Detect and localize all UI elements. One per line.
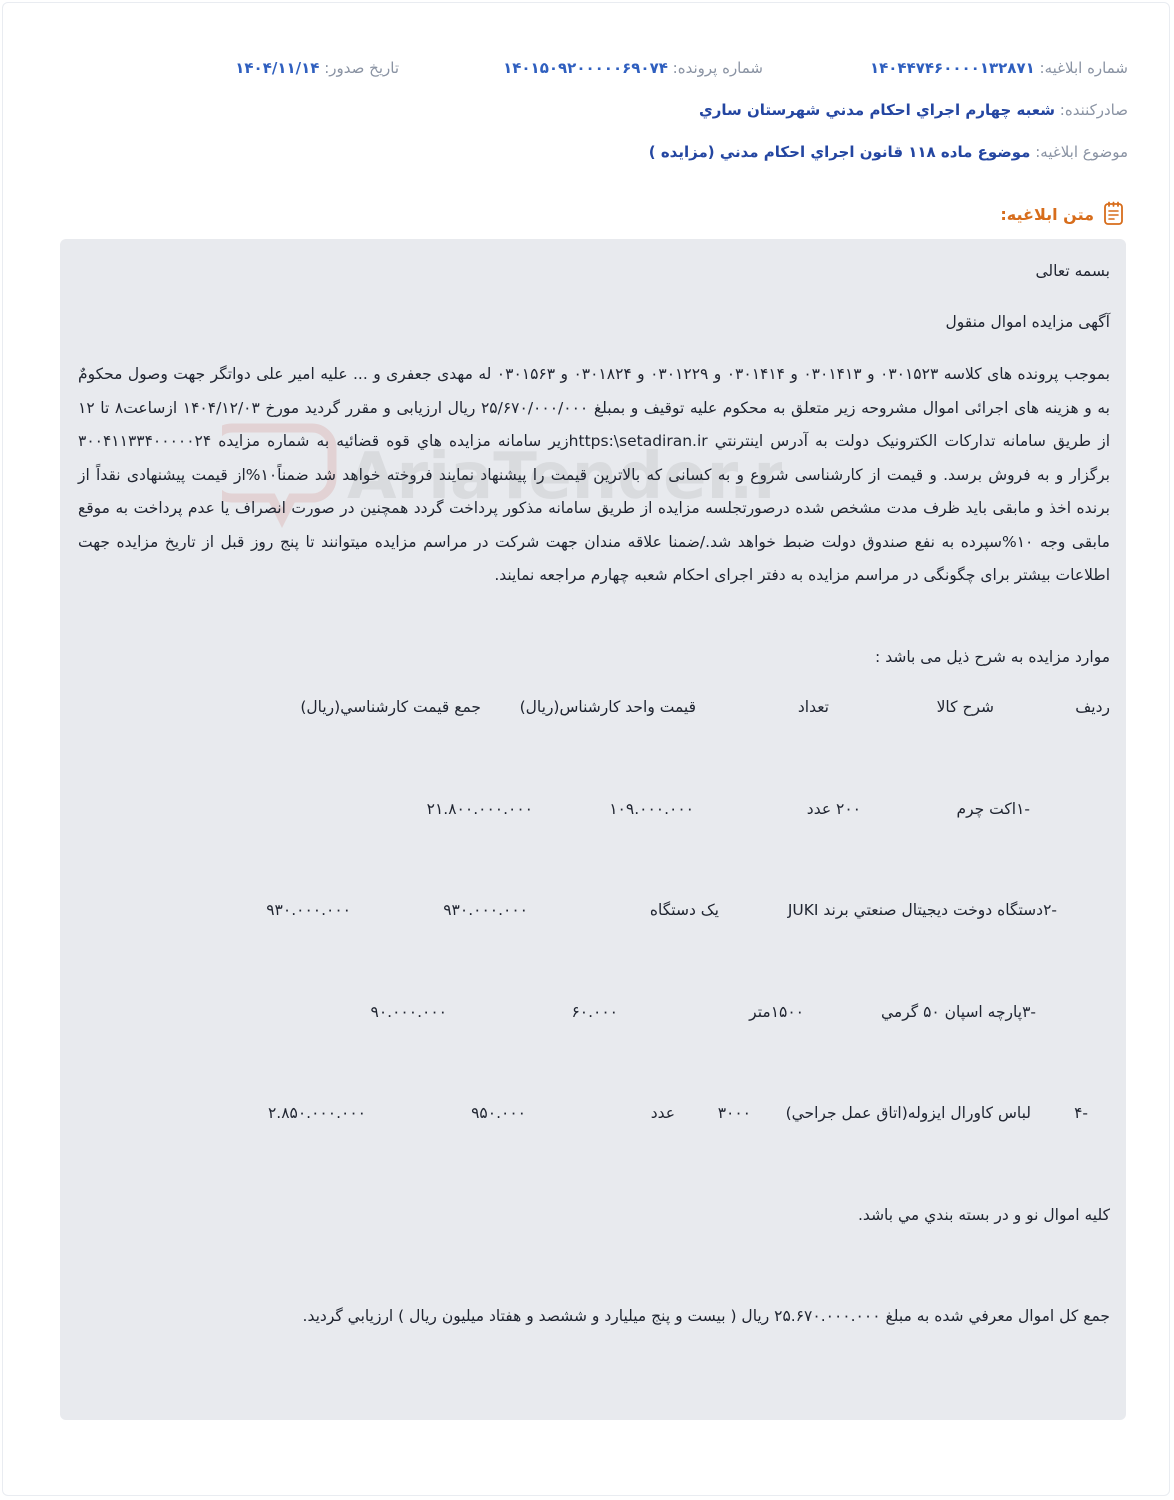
notice-paragraph: بموجب پرونده های کلاسه ۰۳۰۱۵۲۳ و ۰۳۰۱۴۱۳ و ۰۳۰۱۴۱۴ و ۰۳۰۱۲۲۹ و ۰۳۰۱۸۲۴ و ۰۳۰۱۵۶۳ له مهدی جعفری و ... علیه امیر علی دواتگر جهت وصول محکومٌ به و هزینه های اجرائی اموال مشروحه زیر متعلق به محکوم علیه توقیف و بمبلغ ۲۵/۶۷۰/۰۰۰/۰۰۰ ریال ارزیابی و مقرر گردید مورخ ۱۴۰۴/۱۲/۰۳ ازساعت۸ تا ۱۲ از طریق سامانه تدارکات الکترونیک دولت به آدرس اینترنتي https:\setadiran.irزير سامانه مزايده هاي قوه قضائيه به شماره مزایده ۳۰۰۴۱۱۳۳۴۰۰۰۰۰۲۴ برگزار و به فروش برسد. و قیمت از کارشناسی شروع و به کسانی که بالاترین قیمت را پیشنهاد نمایند فروخته خواهد شد ضمناً۱۰%از قیمت پیشنهادی نقداً از برنده اخذ و مابقی باید ظرف مدت مشخص شده درصورتجلسه مزایده از طریق سامانه مذکور پرداخت گردد همچنین در صورت انصراف یا عدم پرداخت به موقع مابقی وجه ۱۰%سپرده به نفع صندوق دولت ضبط خواهد شد./ضمنا علاقه مندان جهت شرکت در مراسم مزایده میتوانند تا پنج روز قبل از تاریخ مزایده جهت اطلاعات بیشتر برای چگونگی در مراسم مزایده به دفتر اجرای احکام شعبه چهارم مراجعه نمایند. bbox=[78, 365, 1110, 584]
item-3-unit-price: ۶۰.۰۰۰ bbox=[571, 1003, 618, 1021]
item-3-quantity: ۱۵۰۰متر bbox=[749, 1003, 804, 1021]
header-row: ردیف bbox=[1075, 698, 1110, 716]
total-note: جمع كل اموال معرفي شده به مبلغ ۲۵.۶۷۰.۰۰۰.۰۰۰ ريال ( بيست و پنج ميليارد و ششصد و هفتاد ميليون ريال ) ارزيابي گرديد. bbox=[302, 1307, 1110, 1325]
notice-text-title: متن ابلاغيه: bbox=[1000, 204, 1094, 224]
item-1-name: -۱اکت چرم bbox=[956, 800, 1030, 818]
greeting: بسمه تعالی bbox=[1035, 262, 1110, 280]
item-4-total: ۲.۸۵۰.۰۰۰.۰۰۰ bbox=[267, 1104, 366, 1122]
header-description: شرح کالا bbox=[936, 698, 994, 716]
notice-number-value: ۱۴۰۴۴۷۴۶۰۰۰۰۱۳۲۸۷۱ bbox=[869, 59, 1035, 77]
issuer-label: صادرکننده: bbox=[1059, 101, 1128, 119]
item-4-row: -۴ bbox=[1074, 1104, 1088, 1122]
notice-heading: آگهی مزایده اموال منقول bbox=[945, 313, 1110, 331]
case-number-value: ۱۴۰۱۵۰۹۲۰۰۰۰۰۶۹۰۷۴ bbox=[503, 59, 668, 77]
subject-value: موضوع ماده ۱۱۸ قانون اجراي احكام مدني (مزايده ) bbox=[648, 143, 1031, 161]
item-1-quantity: ۲۰۰ عدد bbox=[806, 800, 861, 818]
document-icon bbox=[1102, 201, 1126, 227]
item-2-name: -۲دستگاه دوخت ديجيتال صنعتي برند JUKI bbox=[787, 901, 1057, 919]
header-total-price: جمع قيمت كارشناسي(ريال) bbox=[300, 698, 481, 716]
item-4-name: لباس كاورال ايزوله(اتاق عمل جراحي) bbox=[785, 1104, 1031, 1122]
header-unit-price: قیمت واحد کارشناس(ریال) bbox=[519, 698, 696, 716]
item-3-total: ۹۰.۰۰۰.۰۰۰ bbox=[370, 1003, 447, 1021]
issuer-value: شعبه چهارم اجراي احکام مدني شهرستان ساري bbox=[698, 101, 1055, 119]
item-1-total: ۲۱.۸۰۰.۰۰۰.۰۰۰ bbox=[426, 800, 533, 818]
item-2-unit-price: ۹۳۰.۰۰۰.۰۰۰ bbox=[443, 901, 528, 919]
issue-date-value: ۱۴۰۴/۱۱/۱۴ bbox=[235, 59, 320, 77]
subject bbox=[649, 143, 1128, 161]
item-1-unit-price: ۱۰۹.۰۰۰.۰۰۰ bbox=[609, 800, 694, 818]
item-2-total: ۹۳۰.۰۰۰.۰۰۰ bbox=[266, 901, 351, 919]
notice-number bbox=[870, 59, 1128, 77]
item-3-name: -۳پارچه اسپان ۵۰ گرمي bbox=[880, 1003, 1036, 1021]
issuer bbox=[699, 101, 1128, 119]
issue-date bbox=[235, 59, 399, 77]
item-2-quantity: يک دستگاه bbox=[649, 901, 719, 919]
case-number-label: شماره پرونده: bbox=[672, 59, 763, 77]
item-4-quantity: ۳۰۰۰ bbox=[717, 1104, 751, 1122]
item-4-unit-price: ۹۵۰.۰۰۰ bbox=[471, 1104, 526, 1122]
issue-date-label: تاريخ صدور: bbox=[324, 59, 399, 77]
all-new-note: كليه اموال نو و در بسته بندي مي باشد. bbox=[858, 1206, 1110, 1224]
items-intro: موارد مزایده به شرح ذیل می باشد : bbox=[875, 648, 1110, 666]
notice-number-label: شماره ابلاغيه: bbox=[1039, 59, 1128, 77]
item-4-unit: عدد bbox=[650, 1104, 675, 1122]
notice-text-heading bbox=[1000, 201, 1126, 227]
header-quantity: تعداد bbox=[797, 698, 829, 716]
case-number bbox=[503, 59, 763, 77]
subject-label: موضوع ابلاغيه: bbox=[1035, 143, 1128, 161]
